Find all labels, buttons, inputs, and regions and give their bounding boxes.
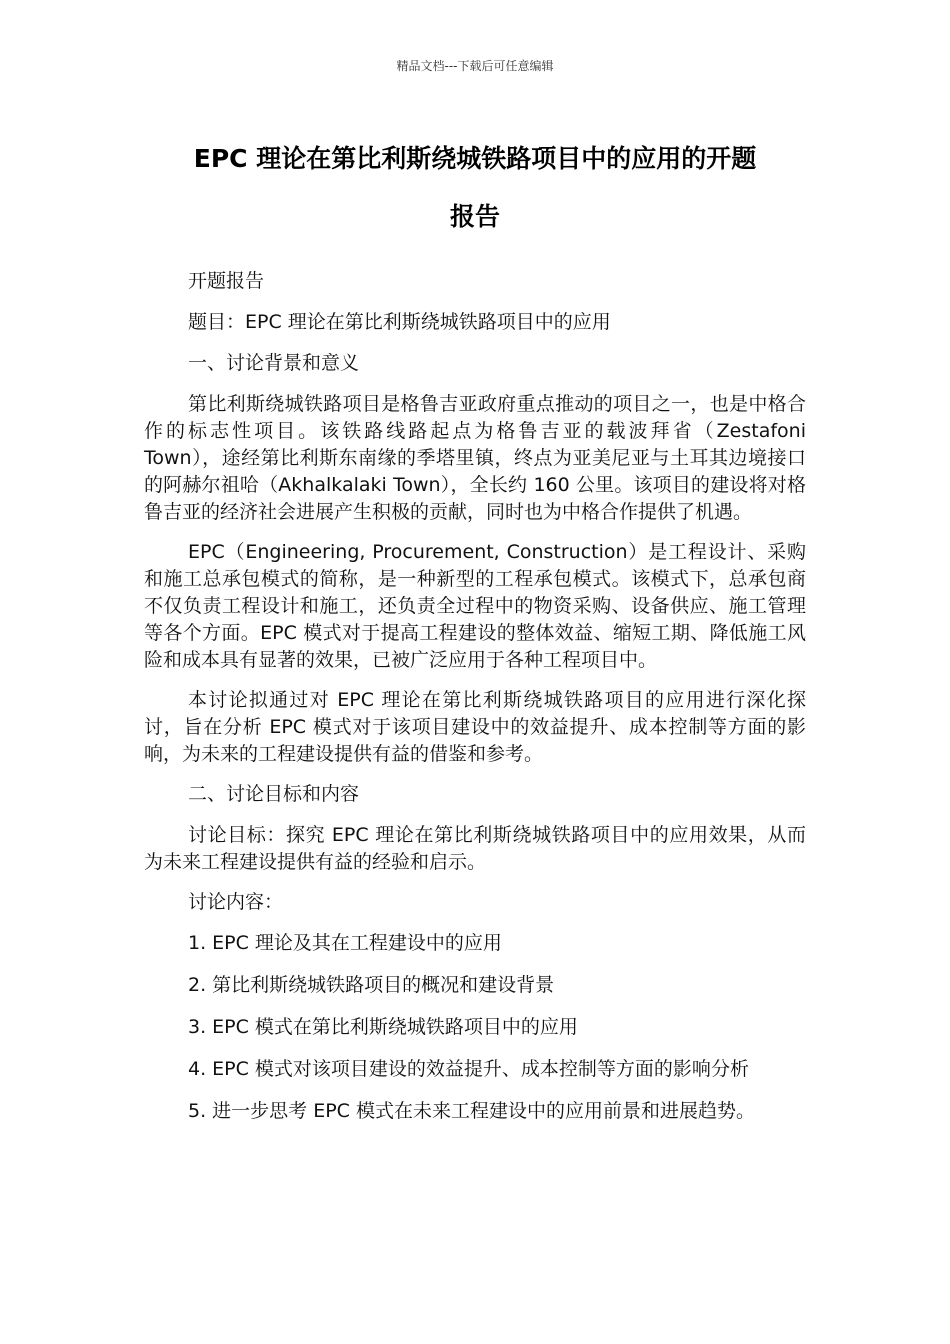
report-topic: 题目：EPC 理论在第比利斯绕城铁路项目中的应用 <box>188 311 611 333</box>
document-body <box>144 268 806 1140</box>
section-2-heading: 二、讨论目标和内容 <box>188 783 360 805</box>
document-title <box>130 130 820 246</box>
list-item: 3. EPC 模式在第比利斯绕城铁路项目中的应用 <box>188 1016 578 1038</box>
objective-paragraph: 讨论目标：探究 EPC 理论在第比利斯绕城铁路项目中的应用效果，从而为未来工程建设提供有益的经验和启示。 <box>144 824 806 873</box>
list-item: 4. EPC 模式对该项目建设的效益提升、成本控制等方面的影响分析 <box>188 1058 749 1080</box>
list-item: 2. 第比利斯绕城铁路项目的概况和建设背景 <box>188 974 555 996</box>
title-line-1: EPC 理论在第比利斯绕城铁路项目中的应用的开题 <box>193 144 757 173</box>
section-1-heading: 一、讨论背景和意义 <box>188 352 360 374</box>
paragraph: 第比利斯绕城铁路项目是格鲁吉亚政府重点推动的项目之一，也是中格合作的标志性项目。该铁路线路起点为格鲁吉亚的载波拜省（Zestafoni Town），途经第比利斯东南缘的季塔里镇，终点为亚美尼亚与土耳其边境接口的阿赫尔祖哈（Akhalkalaki Town），全长约 160 公里。该项目的建设将对格鲁吉亚的经济社会进展产生积极的贡献，同时也为中格合作提供了机遇。 <box>144 393 806 523</box>
report-label: 开题报告 <box>188 270 265 292</box>
content-label: 讨论内容： <box>188 891 284 913</box>
page-header-note: 精品文档---下载后可任意编辑 <box>396 59 554 73</box>
content-list <box>144 930 806 1125</box>
list-item: 1. EPC 理论及其在工程建设中的应用 <box>188 932 502 954</box>
paragraph: 本讨论拟通过对 EPC 理论在第比利斯绕城铁路项目的应用进行深化探讨，旨在分析 EPC 模式对于该项目建设中的效益提升、成本控制等方面的影响，为未来的工程建设提供有益的借鉴和参考。 <box>144 689 806 765</box>
list-item: 5. 进一步思考 EPC 模式在未来工程建设中的应用前景和进展趋势。 <box>188 1100 755 1122</box>
paragraph: EPC（Engineering, Procurement, Construction）是工程设计、采购和施工总承包模式的简称，是一种新型的工程承包模式。该模式下，总承包商不仅负责工程设计和施工，还负责全过程中的物资采购、设备供应、施工管理等各个方面。EPC 模式对于提高工程建设的整体效益、缩短工期、降低施工风险和成本具有显著的效果，已被广泛应用于各种工程项目中。 <box>144 541 806 671</box>
title-line-2: 报告 <box>449 202 500 231</box>
